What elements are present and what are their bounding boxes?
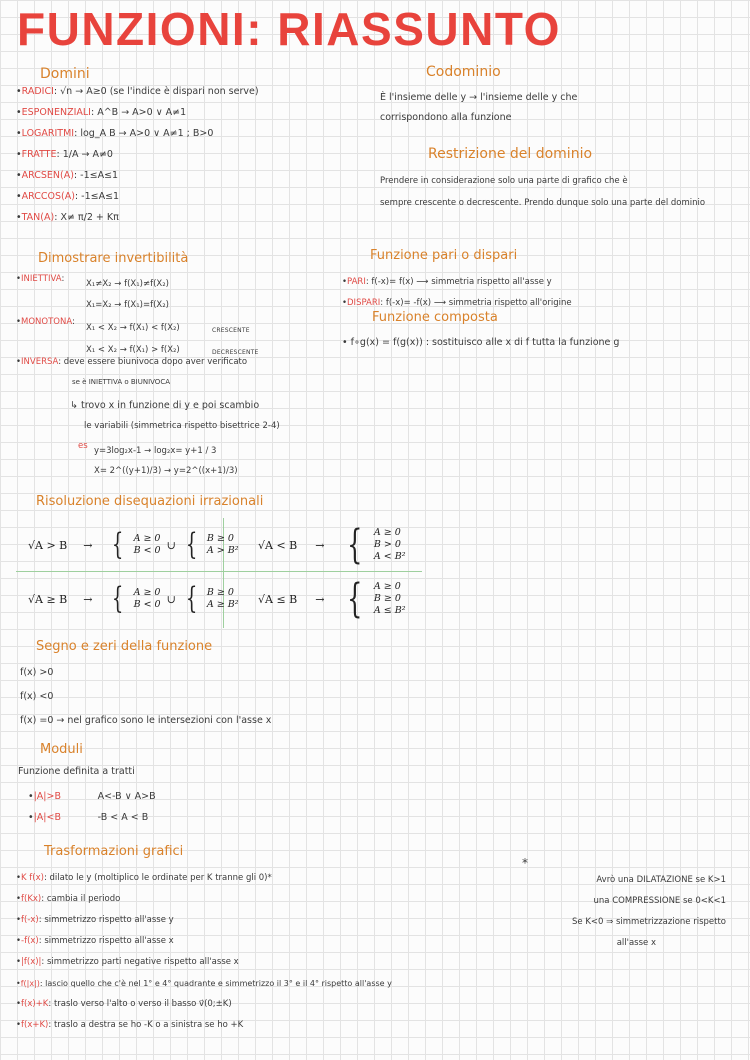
monotona-label: •MONOTONA: <box>16 317 75 327</box>
diseq-cell-le: √A ≤ B → { A ≥ 0 B ≥ 0 A ≤ B² <box>258 576 406 622</box>
pari-item: •PARI: f(-x)= f(x) ⟶ simmetria rispetto all'asse y <box>342 277 552 287</box>
domini-item: •ESPONENZIALI: A^B → A>0 ∨ A≠1 <box>16 107 187 118</box>
domini-item: •RADICI: √n → A≥0 (se l'indice è dispari non serve) <box>16 86 259 97</box>
monotona-tags: CRESCENTE DECRESCENTE <box>212 327 259 356</box>
trasformazioni-heading: Trasformazioni grafici <box>44 844 184 859</box>
trasf-item: •f(x+K): traslo a destra se ho -K o a sinistra se ho +K <box>16 1020 244 1030</box>
es-lines: y=3log₂x-1 → log₂x= y+1 / 3 X= 2^((y+1)/3) → y=2^((x+1)/3) <box>94 446 238 476</box>
trasf-item: •-f(x): simmetrizzo rispetto all'asse x <box>16 936 174 946</box>
composta-text: • f∘g(x) = f(g(x)) : sostituisco alle x di f tutta la funzione g <box>342 337 620 348</box>
trasf-item: •K f(x): dilato le y (moltiplico le ordinate per K tranne gli 0)* <box>16 873 272 883</box>
trasformazioni-note: Avrò una DILATAZIONE se K>1 una COMPRESSIONE se 0<K<1 Se K<0 ⇒ simmetrizzazione rispetto all'asse x <box>572 875 726 948</box>
trasf-item: •f(x)+K: traslo verso l'alto o verso il basso v⃗(0;±K) <box>16 999 232 1009</box>
moduli-sub: Funzione definita a tratti <box>18 766 135 777</box>
diseq-cell-gt: √A > B → { A ≥ 0 B < 0 ∪ { B ≥ 0 A > B² <box>28 527 239 562</box>
domini-item: •TAN(A): X≠ π/2 + Kπ <box>16 212 119 223</box>
composta-heading: Funzione composta <box>372 310 498 325</box>
diseq-cell-lt: √A < B → { A ≥ 0 B > 0 A < B² <box>258 522 406 568</box>
domini-item: •LOGARITMI: log_A B → A>0 ∨ A≠1 ; B>0 <box>16 128 214 139</box>
trasformazioni-list <box>16 868 392 1036</box>
domini-item: •FRATTE: 1/A → A≠0 <box>16 149 113 160</box>
diseq-cell-ge: √A ≥ B → { A ≥ 0 B < 0 ∪ { B ≥ 0 A ≥ B² <box>28 581 239 616</box>
page-title: FUNZIONI: RIASSUNTO <box>17 3 561 55</box>
moduli-heading: Moduli <box>40 742 83 757</box>
codominio-text: È l'insieme delle y → l'insieme delle y che corrispondono alla funzione <box>380 92 578 123</box>
inversa-cond: se è INIETTIVA o BIUNIVOCA <box>72 378 170 386</box>
iniettiva-lines: X₁≠X₂ → f(X₁)≠f(X₂) X₁=X₂ → f(X₁)=f(X₂) <box>86 279 169 310</box>
trasf-item: •f(|x|): lascio quello che c'è nel 1° e 4° quadrante e simmetrizzo il 3° e il 4° rispetto all'asse y <box>16 979 392 988</box>
domini-heading: Domini <box>40 66 90 82</box>
dispari-item: •DISPARI: f(-x)= -f(x) ⟶ simmetria rispetto all'origine <box>342 298 572 308</box>
invertibilita-heading: Dimostrare invertibilità <box>38 251 189 266</box>
iniettiva-label: •INIETTIVA: <box>16 274 65 284</box>
domini-list <box>16 86 259 233</box>
domini-item: •ARCSEN(A): -1≤A≤1 <box>16 170 119 181</box>
codominio-heading: Codominio <box>426 64 501 80</box>
trasf-item: •f(-x): simmetrizzo rispetto all'asse y <box>16 915 174 925</box>
trasf-item: •f(Kx): cambia il periodo <box>16 894 121 904</box>
inversa-line: •INVERSA: deve essere biunivoca dopo aver verificato <box>16 357 248 367</box>
pari-dispari-heading: Funzione pari o dispari <box>370 248 518 263</box>
segno-heading: Segno e zeri della funzione <box>36 639 213 654</box>
domini-item: •ARCCOS(A): -1≤A≤1 <box>16 191 120 202</box>
moduli-item: •|A|<B -B < A < B <box>28 812 149 823</box>
inversa-steps: ↳ trovo x in funzione di y e poi scambio le variabili (simmetrica rispetto bisettrice 2-4) <box>70 400 280 431</box>
table-divider-h <box>16 571 422 572</box>
moduli-item: •|A|>B A<-B ∨ A>B <box>28 791 156 802</box>
trasf-item: •|f(x)|: simmetrizzo parti negative rispetto all'asse x <box>16 957 239 967</box>
disequazioni-heading: Risoluzione disequazioni irrazionali <box>36 494 264 509</box>
note-star: * <box>522 856 528 870</box>
restrizione-heading: Restrizione del dominio <box>428 146 593 162</box>
segno-lines: f(x) >0 f(x) <0 f(x) =0 → nel grafico sono le intersezioni con l'asse x <box>20 667 272 726</box>
restrizione-text: Prendere in considerazione solo una parte di grafico che è sempre crescente o decrescente. Prendo dunque solo una parte del dominio <box>380 176 706 208</box>
monotona-lines: X₁ < X₂ → f(X₁) < f(X₂) X₁ < X₂ → f(X₁) > f(X₂) <box>86 323 180 355</box>
pari-dispari-list <box>342 272 572 314</box>
es-label: es <box>78 441 88 451</box>
moduli-list <box>28 786 156 828</box>
